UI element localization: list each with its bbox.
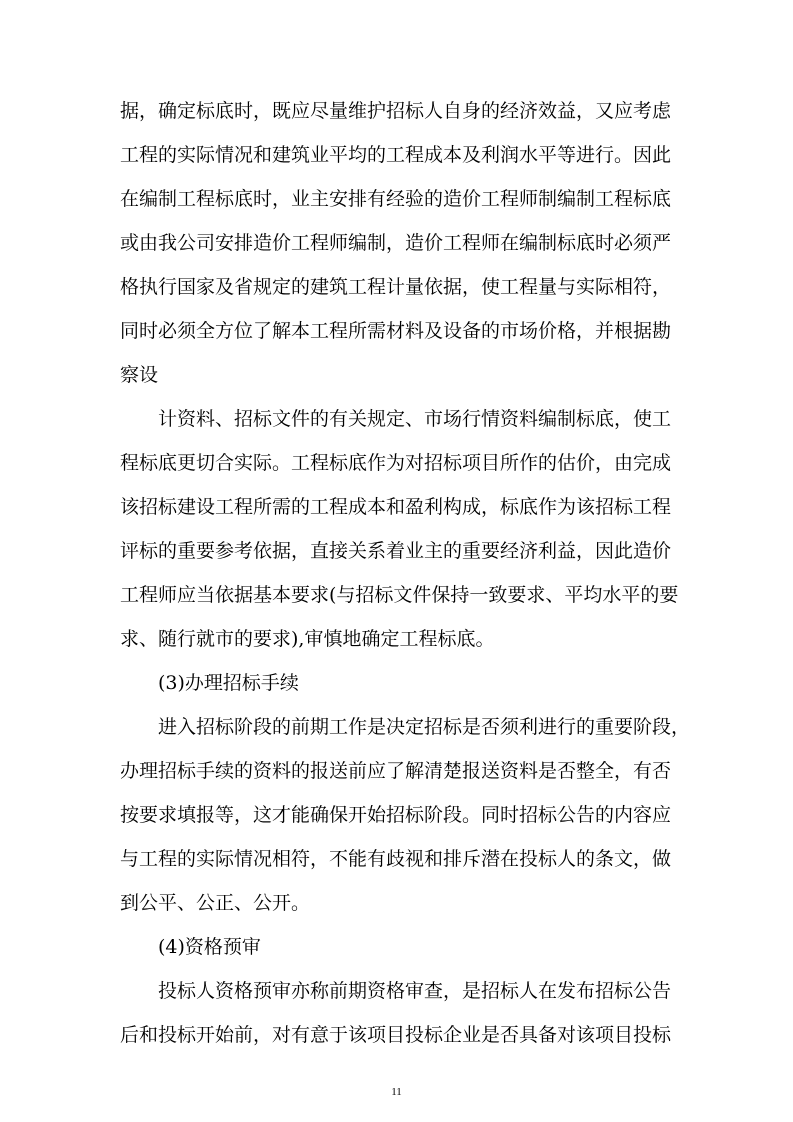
- paragraph-4-line-1: 投标人资格预审亦称前期资格审查，是招标人在发布招标公告: [158, 980, 672, 1002]
- section-heading-4: (4)资格预审: [158, 936, 261, 958]
- paragraph-2-line-2: 程标底更切合实际。工程标底作为对招标项目所作的估价，由完成: [120, 452, 672, 474]
- paragraph-1-line-1: 据，确定标底时，既应尽量维护招标人自身的经济效益，又应考虑: [120, 100, 672, 122]
- paragraph-3-line-5: 到公平、公正、公开。: [120, 892, 311, 914]
- paragraph-2-line-1: 计资料、招标文件的有关规定、市场行情资料编制标底，使工: [158, 408, 672, 430]
- paragraph-3-line-4: 与工程的实际情况相符，不能有歧视和排斥潜在投标人的条文，做: [120, 848, 672, 870]
- paragraph-3-line-3: 按要求填报等，这才能确保开始招标阶段。同时招标公告的内容应: [120, 804, 672, 826]
- paragraph-1-line-2: 工程的实际情况和建筑业平均的工程成本及利润水平等进行。因此: [120, 144, 672, 166]
- section-heading-3: (3)办理招标手续: [158, 672, 299, 694]
- paragraph-1-line-7: 察设: [120, 364, 159, 386]
- paragraph-2-line-5: 工程师应当依据基本要求(与招标文件保持一致要求、平均水平的要: [120, 584, 679, 606]
- paragraph-2-line-4: 评标的重要参考依据，直接关系着业主的重要经济利益，因此造价: [120, 540, 672, 562]
- paragraph-1-line-5: 格执行国家及省规定的建筑工程计量依据，使工程量与实际相符，: [120, 276, 672, 298]
- paragraph-4-line-2: 后和投标开始前，对有意于该项目投标企业是否具备对该项目投标: [120, 1024, 672, 1046]
- page-number: 11: [391, 1086, 402, 1098]
- paragraph-1-line-3: 在编制工程标底时，业主安排有经验的造价工程师制编制工程标底: [120, 188, 672, 210]
- paragraph-2-line-6: 求、随行就市的要求),审慎地确定工程标底。: [120, 628, 495, 650]
- paragraph-3-line-2: 办理招标手续的资料的报送前应了解清楚报送资料是否整全，有否: [120, 760, 672, 782]
- paragraph-1-line-4: 或由我公司安排造价工程师编制，造价工程师在编制标底时必须严: [120, 232, 672, 254]
- paragraph-3-line-1: 进入招标阶段的前期工作是决定招标是否须利进行的重要阶段，: [158, 716, 691, 738]
- paragraph-2-line-3: 该招标建设工程所需的工程成本和盈利构成，标底作为该招标工程: [120, 496, 672, 518]
- paragraph-1-line-6: 同时必须全方位了解本工程所需材料及设备的市场价格，并根据勘: [120, 320, 672, 342]
